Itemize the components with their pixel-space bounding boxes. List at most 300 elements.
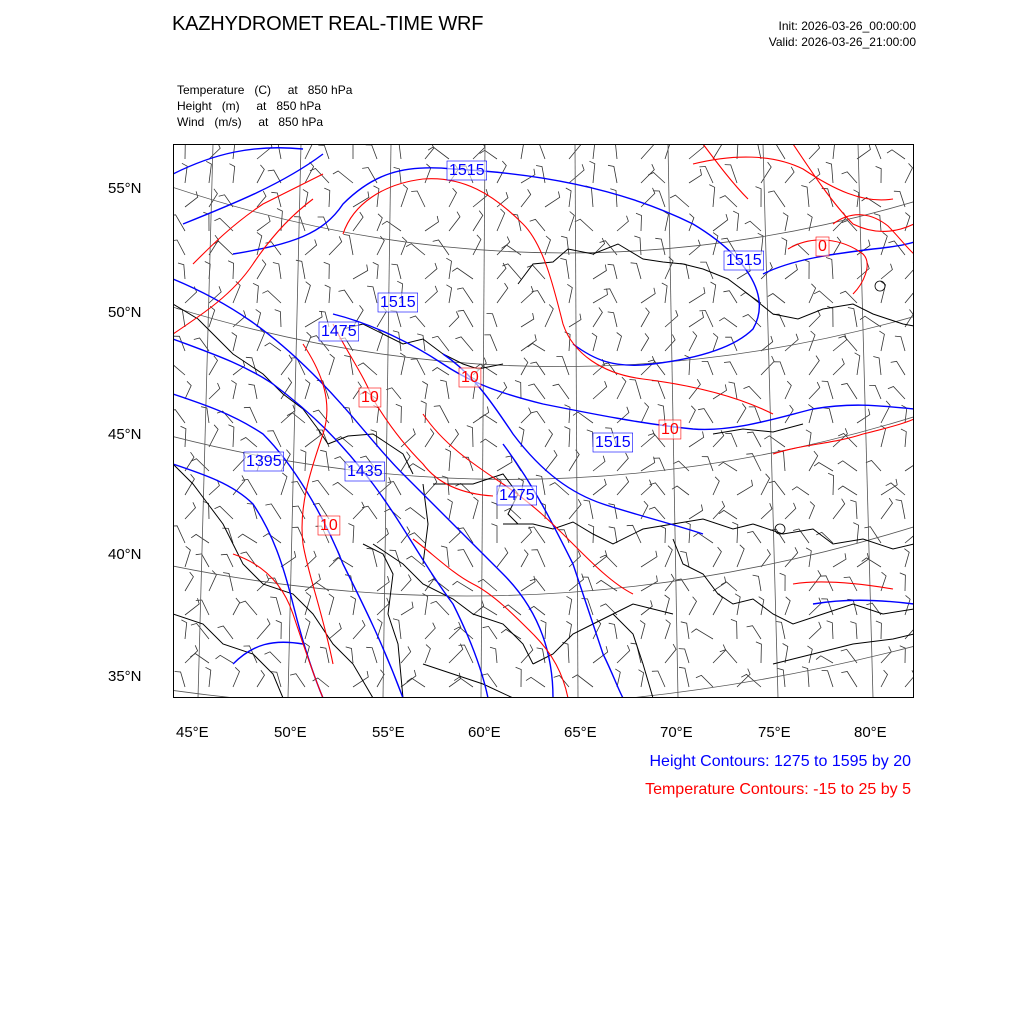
wind-barb [281, 378, 292, 399]
wind-barb [721, 582, 737, 591]
wind-barb [634, 236, 641, 255]
wind-barb [531, 411, 545, 423]
wind-barb [545, 429, 553, 447]
wind-barb [901, 429, 906, 447]
wind-barb [826, 162, 833, 183]
wind-barb [348, 144, 354, 159]
wind-barb [900, 573, 906, 591]
height-contour-label: 1475 [499, 487, 535, 504]
wind-barb [276, 620, 282, 639]
wind-barb [560, 258, 569, 279]
wind-barb [905, 595, 910, 615]
wind-barb [631, 263, 641, 279]
wind-barb [724, 362, 737, 375]
wind-barb [881, 264, 892, 279]
wind-barb [905, 262, 914, 279]
wind-barb [833, 358, 844, 375]
wind-barb [433, 240, 449, 255]
wind-barb [362, 506, 377, 519]
wind-barb [449, 644, 463, 663]
wind-barb [487, 313, 498, 327]
wind-barb [333, 482, 353, 495]
wind-barb [829, 144, 834, 159]
wind-barb [519, 144, 524, 159]
wind-barb [312, 480, 329, 495]
wind-barb [640, 620, 645, 639]
wind-barb [228, 261, 234, 279]
wind-barb [185, 502, 196, 519]
wind-barb [857, 553, 869, 567]
wind-barb [532, 291, 545, 303]
wind-barb [454, 677, 473, 687]
wind-barb [391, 264, 401, 279]
wind-barb [838, 336, 857, 351]
wind-barb [173, 526, 185, 543]
wind-barb [401, 575, 411, 592]
wind-barb [257, 165, 264, 183]
wind-barb [425, 164, 431, 183]
wind-barb [720, 196, 737, 207]
wind-barb [804, 260, 810, 279]
wind-barb [455, 337, 473, 351]
wind-barb [367, 286, 377, 303]
wind-barb [425, 286, 437, 303]
wind-barb [432, 368, 449, 376]
wind-barb [761, 162, 771, 183]
wind-barb [406, 244, 425, 255]
wind-barb [257, 574, 269, 591]
height-contour-label: 1515 [449, 162, 485, 179]
wind-barb [564, 427, 570, 447]
temperature-contour-label: 10 [661, 421, 679, 438]
wind-barb [281, 551, 296, 567]
wind-barb [516, 667, 522, 687]
wind-barb [689, 312, 704, 328]
lon-label-60: 60°E [468, 724, 501, 741]
wind-barb [228, 425, 234, 447]
wind-barb [608, 312, 617, 327]
height-contours [173, 148, 914, 698]
wind-barb [497, 456, 512, 471]
wind-barb [809, 382, 820, 399]
wind-barb [173, 410, 185, 423]
wind-barb [281, 355, 292, 375]
wind-barb [691, 629, 713, 639]
wind-barb [521, 408, 531, 423]
wind-barb [857, 240, 870, 255]
wind-barb [175, 672, 185, 688]
wind-barb [445, 449, 450, 471]
wind-barb [446, 258, 451, 279]
wind-barb [353, 192, 369, 208]
wind-barb [480, 150, 497, 159]
wind-barb [809, 622, 821, 639]
wind-barb [545, 191, 560, 207]
wind-barb [685, 522, 691, 543]
wind-barb [641, 144, 653, 159]
wind-barb [458, 310, 473, 327]
wind-barb [173, 215, 185, 231]
wind-barb [209, 425, 218, 447]
wind-barb [696, 675, 713, 687]
wind-barb [827, 306, 833, 327]
wind-barb [768, 294, 785, 304]
wind-barb [617, 453, 628, 471]
wind-barb [401, 646, 411, 663]
wind-barb [501, 629, 521, 639]
wind-barb [449, 622, 461, 639]
wind-barb [895, 336, 905, 351]
wind-barb [401, 670, 416, 687]
wind-barb [879, 331, 884, 351]
wind-barb [401, 237, 407, 255]
wind-barb [737, 480, 753, 495]
wind-barb [196, 600, 209, 615]
wind-barb [782, 238, 787, 255]
wind-barb [608, 165, 617, 183]
wind-barb [233, 667, 240, 687]
wind-barb [467, 426, 473, 447]
wind-barb [745, 221, 761, 231]
wind-barb [173, 364, 185, 375]
wind-barb [785, 503, 796, 519]
lat-label-40: 40°N [108, 546, 142, 563]
wind-barb [550, 483, 570, 495]
country-borders [173, 244, 914, 698]
wind-barb [617, 333, 622, 352]
wind-barb [723, 291, 737, 303]
wind-barb [173, 240, 185, 255]
wind-barb [593, 265, 606, 279]
wind-barb [641, 403, 649, 423]
wind-barb [888, 241, 905, 255]
wind-barb [617, 377, 626, 399]
wind-barb [497, 548, 508, 567]
wind-barb [731, 619, 737, 639]
run-info [769, 18, 916, 50]
wind-barb [735, 594, 740, 615]
wind-barb [641, 333, 649, 351]
wind-barb [679, 667, 689, 687]
wind-barb [589, 144, 594, 159]
wind-barb [530, 219, 545, 231]
wind-barb [896, 500, 905, 519]
wind-barb [305, 380, 310, 399]
wind-barb [617, 645, 630, 663]
wind-barb [185, 381, 191, 399]
height-contour-label: 1515 [380, 294, 416, 311]
wind-barb [562, 642, 569, 663]
wind-barb [904, 549, 909, 567]
wind-barb [783, 213, 788, 231]
wind-barb [458, 550, 473, 568]
wind-barb [545, 305, 553, 328]
wind-barb [257, 216, 270, 231]
wind-barb [265, 652, 282, 663]
wind-barb [262, 291, 281, 303]
field-wind: Wind (m/s) at 850 hPa [177, 115, 324, 129]
wind-barb [713, 333, 718, 351]
wind-barb [291, 482, 305, 496]
wind-barb [191, 459, 209, 471]
wind-barb [627, 525, 641, 543]
wind-barb [905, 670, 914, 687]
wind-barb [679, 649, 689, 663]
wind-barb [737, 669, 750, 687]
wind-barb [339, 290, 354, 303]
wind-barb [512, 214, 521, 231]
wind-barb [348, 524, 354, 544]
wind-barb [521, 527, 532, 543]
wind-barb [665, 257, 673, 279]
wind-barb [497, 209, 505, 231]
wind-barb [862, 558, 881, 567]
wind-barb [764, 436, 785, 447]
wind-barb [689, 431, 704, 447]
wind-barb [639, 670, 644, 687]
wind-barb [876, 166, 882, 183]
wind-barb [556, 357, 569, 376]
temperature-contour-label: 0 [818, 238, 827, 255]
wind-barb [905, 163, 913, 183]
wind-barb [744, 386, 762, 399]
wind-barb [842, 221, 857, 232]
wind-barb [814, 463, 833, 472]
wind-barb [756, 642, 762, 663]
wind-barb [881, 498, 893, 519]
wind-barb [191, 534, 209, 543]
height-contour-label: 1515 [595, 434, 631, 451]
wind-barb [575, 219, 593, 231]
wind-barb [689, 144, 704, 159]
wind-barb [209, 480, 219, 495]
wind-barb [886, 483, 905, 495]
wind-barb [521, 189, 531, 207]
wind-barb [891, 361, 905, 375]
wind-barb [257, 670, 265, 687]
wind-barb [405, 508, 425, 519]
wind-barb [425, 429, 434, 447]
wind-barb [425, 645, 430, 663]
wind-barb [344, 234, 354, 255]
wind-barb [881, 646, 891, 663]
wind-barb [531, 550, 545, 567]
wind-barb [521, 286, 533, 303]
wind-barb [641, 457, 655, 471]
wind-barb [869, 385, 881, 399]
wind-barb [593, 479, 606, 495]
temperature-contour-label: 10 [461, 369, 479, 386]
wind-barb [778, 668, 786, 687]
wind-barb [401, 527, 410, 543]
wind-barb [428, 147, 449, 159]
wind-barb [617, 477, 629, 496]
wind-barb [650, 483, 665, 495]
wind-barb [240, 601, 257, 615]
lat-label-35: 35°N [108, 668, 142, 685]
wind-barb [253, 283, 258, 303]
height-legend: Height Contours: 1275 to 1595 by 20 [649, 753, 911, 770]
wind-barb [218, 626, 233, 639]
wind-barb [431, 601, 450, 615]
wind-barb [713, 384, 727, 399]
wind-barb [449, 188, 457, 207]
wind-barb [232, 333, 237, 352]
wind-barb [305, 144, 313, 159]
wind-barb [521, 576, 535, 591]
wind-barb [809, 451, 818, 471]
wind-barb [320, 647, 329, 663]
wind-barb [776, 621, 785, 639]
wind-barb [411, 359, 425, 375]
wind-barb [842, 172, 857, 183]
wind-barb [257, 329, 265, 351]
wind-barb [833, 237, 841, 255]
wind-barb [497, 192, 508, 207]
wind-barb [827, 621, 833, 639]
wind-barb [587, 430, 593, 447]
wind-barb [350, 596, 355, 615]
wind-barb [382, 221, 401, 231]
wind-barb [329, 623, 341, 639]
wind-barb [725, 434, 737, 448]
wind-barb [473, 211, 483, 231]
wind-barb [770, 144, 785, 159]
wind-barb [713, 547, 721, 567]
wind-barb [713, 214, 728, 231]
wind-barb [216, 655, 234, 663]
wind-barb [185, 546, 190, 567]
wind-barb [809, 502, 815, 519]
lon-label-70: 70°E [660, 724, 693, 741]
wind-barb [814, 291, 833, 303]
wind-barb [182, 163, 187, 183]
wind-barb [905, 454, 914, 471]
wind-barb [491, 524, 497, 543]
wind-barb [636, 213, 642, 231]
wind-barb [241, 438, 258, 448]
wind-barb [586, 186, 593, 207]
wind-barb [641, 288, 655, 303]
wind-barb [873, 357, 881, 376]
wind-barb [709, 185, 714, 207]
wind-barb [440, 380, 449, 399]
wind-barb [281, 473, 287, 495]
wind-barb [545, 236, 551, 255]
wind-barb [665, 144, 670, 159]
wind-barb [713, 477, 719, 495]
wind-barb [665, 546, 672, 567]
wind-barb [719, 462, 738, 471]
wind-barb [689, 169, 702, 183]
wind-barb [504, 509, 521, 520]
wind-barb [333, 171, 353, 183]
wind-barb [449, 212, 460, 231]
wind-barb [770, 529, 785, 543]
wind-barb [353, 212, 363, 231]
wind-barb [425, 477, 437, 495]
wind-barb [693, 533, 713, 543]
wind-barb [874, 214, 881, 231]
wind-barb [428, 579, 449, 591]
wind-barb [177, 308, 186, 327]
wind-barb [565, 405, 571, 423]
wind-barb [680, 263, 689, 279]
wind-barb [698, 409, 713, 423]
wind-barb [720, 650, 737, 663]
wind-barb [422, 381, 427, 399]
wind-barb [353, 265, 368, 279]
wind-barb [300, 450, 306, 471]
wind-barb [820, 576, 833, 591]
wind-barb [761, 356, 774, 375]
lon-label-80: 80°E [854, 724, 887, 741]
wind-barb [209, 383, 220, 399]
wind-barb [248, 384, 257, 399]
field-temperature: Temperature (C) at 850 hPa [177, 83, 353, 97]
wind-barb [785, 597, 790, 615]
field-height: Height (m) at 850 hPa [177, 99, 322, 113]
wind-barb [593, 381, 607, 399]
wind-barb [434, 406, 449, 423]
wind-barb [785, 264, 797, 279]
map-title: KAZHYDROMET REAL-TIME WRF [172, 13, 484, 35]
wind-barb [209, 356, 218, 375]
wind-barb [241, 552, 258, 567]
wind-barb [490, 647, 497, 663]
wind-barb [847, 599, 857, 615]
lon-label-50: 50°E [274, 724, 307, 741]
wind-barb [665, 620, 670, 639]
wind-barb [353, 502, 364, 519]
wind-barb [265, 343, 281, 351]
wind-barb [530, 362, 545, 375]
wind-barb [233, 598, 240, 615]
wind-barb [206, 667, 211, 687]
wind-barb [806, 548, 811, 567]
wind-barb [257, 144, 272, 159]
wind-barb [329, 236, 342, 255]
wind-barb [600, 555, 617, 567]
wind-barb [421, 401, 426, 423]
wind-barb [828, 473, 834, 495]
wind-barb [641, 308, 649, 327]
wind-barb [401, 185, 408, 207]
wind-barb [473, 407, 489, 424]
wind-barb [473, 235, 481, 255]
wind-barb [401, 429, 415, 448]
wind-barb [655, 238, 665, 255]
wind-barb [905, 283, 914, 303]
wind-barb [673, 461, 689, 471]
wind-barb [229, 164, 234, 183]
wind-barb [749, 407, 761, 423]
wind-barb [711, 282, 716, 303]
wind-barb [881, 232, 887, 255]
wind-barb [329, 594, 334, 615]
wind-barb [425, 144, 434, 159]
wind-barb [663, 211, 668, 231]
wind-barb [822, 381, 833, 399]
wind-barb [567, 596, 572, 615]
wind-barb [689, 597, 697, 615]
wind-barb [887, 150, 905, 159]
wind-barb [366, 145, 377, 159]
wind-barb [393, 144, 401, 159]
height-contour-label: 1395 [246, 453, 282, 470]
wind-barb [173, 336, 185, 351]
wind-barb [641, 164, 654, 183]
